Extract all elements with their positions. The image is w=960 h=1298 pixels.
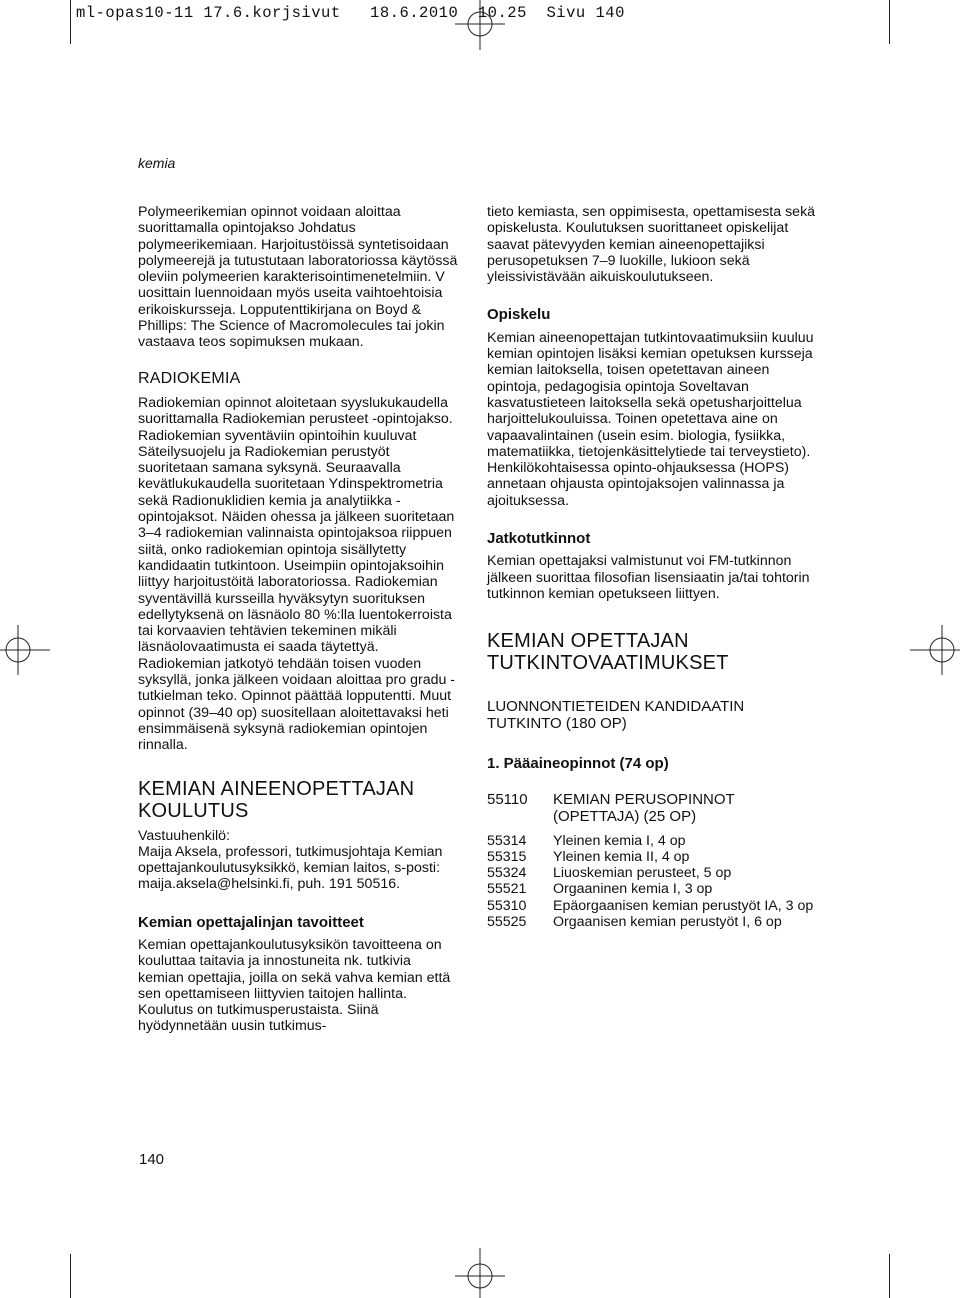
crop-mark [889, 1254, 890, 1298]
opiskelu-paragraph: Kemian aineenopettajan tutkintovaatimuksiin kuuluu kemian opintojen lisäksi kemian opetuksen kursseja kemian laitoksella, toisen opetettavan aineen opintoja, pedagogisia opintoja Soveltavan kasvatustieteen laitoksella sekä opetusharjoittelua harjoittelukouluissa. Toinen opetettava aine on vapaavalintainen (usein esim. biologia, fysiikka, matematiikka, tietojenkäsittelytiede tai terveystieto). Henkilökohtaisessa opinto-ohjauksessa (HOPS) annetaan ohjausta opintojaksojen valinnassa ja ajoituksessa. [487, 329, 814, 509]
course-code: 55310 [487, 897, 527, 914]
koulutus-heading: KEMIAN AINEENOPETTAJAN KOULUTUS [138, 777, 415, 822]
course-code: 55314 [487, 832, 527, 849]
course-name: Epäorgaanisen kemian perustyöt IA, 3 op [553, 897, 814, 914]
crop-mark [889, 0, 890, 44]
course-code: 55525 [487, 914, 527, 931]
radiokemia-heading: RADIOKEMIA [138, 369, 241, 387]
registration-mark-bottom [455, 1248, 505, 1298]
registration-mark-top [455, 0, 505, 50]
right-column [487, 204, 817, 930]
course-name: Orgaanisen kemian perustyöt I, 6 op [553, 914, 782, 931]
page-number: 140 [139, 1151, 165, 1168]
tutkintovaatimukset-heading: KEMIAN OPETTAJAN TUTKINTOVAATIMUKSET [487, 630, 729, 675]
list-item [487, 914, 817, 930]
radiokemia-paragraph: Radiokemian opinnot aloitetaan syyslukukaudella suorittamalla Radiokemian perusteet -opintojakso. Radiokemian syventäviin opintoihin kuuluvat Säteilysuojelu ja Radiokemian perustyöt suoritetaan samana syksynä. Seuraavalla kevätlukukaudella suoritetaan Ydinspektrometria sekä Radionuklidien kemia ja analytiikka -opintojaksot. Näiden ohessa ja jälkeen suoritetaan 3–4 radiokemian valinnaista opintojaksoa riippuen siitä, onko radiokemian opintoja sisällytetty kandidaatin tutkintoon. Useimpiin opintojaksoihin liittyy harjoitustöitä laboratoriossa. Radiokemian syventävillä kursseilla hyväksytyn suorituksen edellytyksenä on läsnäolo 80 %:lla luentokerroista tai korvaavien tehtävien tekeminen mikäli läsnäolovaatimusta ei saada täytettyä. Radiokemian jatkotyö tehdään toisen vuoden syksyllä, jonka jälkeen voidaan aloittaa pro gradu -tutkielman teko. Opinnot päättää lopputentti. Muut opinnot (39–40 op) suositellaan aloitettavaksi heti ensimmäisenä syksynä radiokemian opintojen rinnalla. [138, 394, 456, 754]
running-head: kemia [138, 155, 176, 171]
left-column [138, 204, 458, 1035]
list-item [487, 833, 817, 849]
crop-mark [70, 0, 71, 44]
course-name: KEMIAN PERUSOPINNOT (OPETTAJA) (25 OP) [553, 790, 735, 825]
intro-paragraph: Polymeerikemian opinnot voidaan aloittaa suorittamalla opintojakso Johdatus polymeerikemiaan. Harjoitustöissä syntetisoidaan polymeerejä ja tutustutaan laboratoriossa käytössä oleviin polymeerien karakterisointimenetelmiin. V uosittain luennoidaan myös useita vaihtoehtoisia erikoiskursseja. Lopputenttikirjana on Boyd & Phillips: The Science of Macromolecules tai jokin vastaava teos sopimuksen mukaan. [138, 204, 458, 351]
continuation-paragraph: tieto kemiasta, sen oppimisesta, opettamisesta sekä opiskelusta. Koulutuksen suorittaneet opiskelijat saavat pätevyyden kemian aineenopettajiksi perusopetuksen 7–9 luokille, lukioon sekä yleissivistävään aikuiskoulutukseen. [487, 204, 816, 286]
kandidaatti-heading: LUONNONTIETEIDEN KANDIDAATIN TUTKINTO (180 OP) [487, 698, 745, 733]
jatkotutkinnot-heading: Jatkotutkinnot [487, 530, 591, 548]
paaaineopinnot-heading: 1. Pääaineopinnot (74 op) [487, 755, 669, 773]
jatkotutkinnot-paragraph: Kemian opettajaksi valmistunut voi FM-tutkinnon jälkeen suorittaa filosofian lisensiaatin ja/tai tohtorin tutkinnon kemian opetukseen liittyen. [487, 553, 810, 602]
course-code: 55315 [487, 848, 527, 865]
course-code: 55324 [487, 865, 527, 882]
print-slug: ml-opas10-11 17.6.korjsivut 18.6.2010 10.25 Sivu 140 [76, 4, 625, 22]
list-item [487, 881, 817, 897]
registration-mark-left [0, 625, 50, 675]
course-code: 55110 [487, 790, 528, 808]
perusopinnot-row [487, 791, 817, 825]
course-name: Yleinen kemia II, 4 op [553, 848, 690, 865]
registration-mark-right [910, 625, 960, 675]
course-code: 55521 [487, 881, 527, 898]
list-item [487, 849, 817, 865]
tavoitteet-paragraph: Kemian opettajankoulutusyksikön tavoitteena on kouluttaa taitavia ja innostuneita nk. tutkivia kemian opettajia, joilla on sekä vahva kemian että sen opettamiseen liittyvien taitojen hallinta. Koulutus on tutkimusperustaista. Siinä hyödynnetään uusin tutkimus- [138, 936, 451, 1035]
vastuuhenkilo-label: Vastuuhenkilö: [138, 827, 231, 844]
course-name: Liuoskemian perusteet, 5 op [553, 865, 732, 882]
tavoitteet-heading: Kemian opettajalinjan tavoitteet [138, 913, 364, 931]
course-name: Yleinen kemia I, 4 op [553, 832, 686, 849]
course-list [487, 833, 817, 931]
opiskelu-heading: Opiskelu [487, 306, 551, 324]
list-item [487, 865, 817, 881]
crop-mark [70, 1254, 71, 1298]
vastuuhenkilo-text: Maija Aksela, professori, tutkimusjohtaja Kemian opettajankoulutusyksikkö, kemian laitos, s-posti: maija.aksela@helsinki.fi, puh. 191 50516. [138, 843, 443, 893]
list-item [487, 898, 817, 914]
course-name: Orgaaninen kemia I, 3 op [553, 881, 713, 898]
